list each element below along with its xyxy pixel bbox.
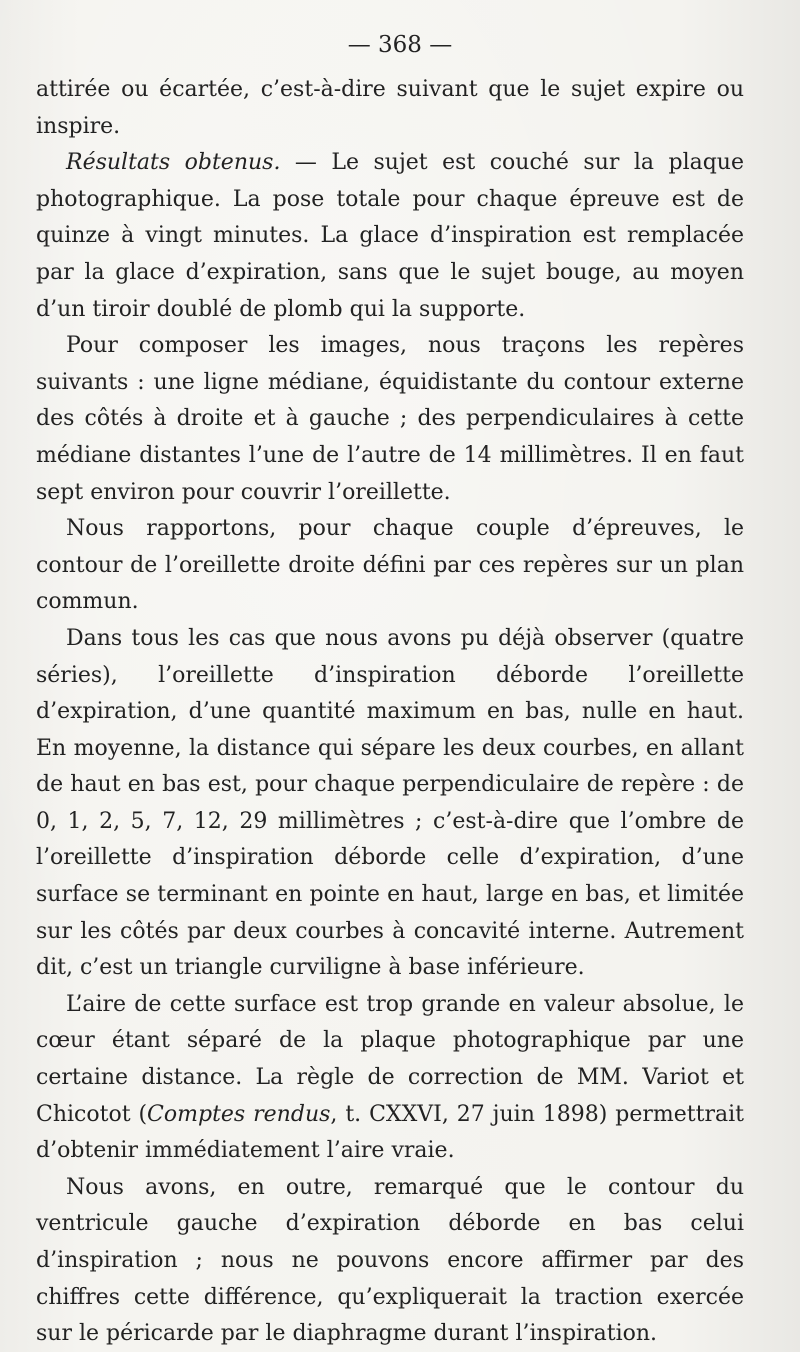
paragraph-2-text: — Le sujet est couché sur la plaque photographique. La pose totale pour chaque épreuve est de quinze à vingt minutes. La glace d’inspiration est remplacée par la glace d’expiration, sans que le sujet bouge, au moyen d’un tiroir doublé de plomb qui la supporte. <box>36 150 744 322</box>
citation-comptes-rendus: Comptes rendus <box>147 1101 331 1127</box>
section-heading-resultats-obtenus: Résultats obtenus. <box>66 150 281 176</box>
paragraph-4-text: Nous rapportons, pour chaque couple d’épreuves, le contour de l’oreillette droite défini par ces repères sur un plan commun. <box>36 516 744 615</box>
paragraph-3-text: Pour composer les images, nous traçons les repères suivants : une ligne médiane, équidistante du contour externe des côtés à droite et à gauche ; des perpendiculaires à cette médiane distantes l’une de l’autre de 14 millimètres. Il en faut sept environ pour couvrir l’oreillette. <box>36 333 744 505</box>
paragraph-3 <box>36 328 744 511</box>
paragraph-2 <box>36 145 744 328</box>
paragraph-5-text: Dans tous les cas que nous avons pu déjà observer (quatre séries), l’oreillette d’inspiration déborde l’oreillette d’expiration, d’une quantité maximum en bas, nulle en haut. En moyenne, la distance qui sépare les deux courbes, en allant de haut en bas est, pour chaque perpendiculaire de repère : de 0, 1, 2, 5, 7, 12, 29 millimètres ; c’est-à-dire que l’ombre de l’oreillette d’inspiration déborde celle d’expiration, d’une surface se terminant en pointe en haut, large en bas, et limitée sur les côtés par deux courbes à concavité interne. Autrement dit, c’est un triangle curviligne à base inférieure. <box>36 625 744 981</box>
body-text <box>36 72 744 1352</box>
paragraph-6-text-a: L’aire de cette surface est trop grande en valeur absolue, le cœur étant séparé de la plaque photographique par une certaine distance. La règle de correction de MM. Variot et Chicotot ( <box>36 991 744 1127</box>
paragraph-4 <box>36 511 744 621</box>
paragraph-6 <box>36 987 744 1170</box>
paragraph-5 <box>36 621 744 987</box>
paragraph-6-text-b: , t. CXXVI, 27 juin 1898) permettrait d’obtenir immédiatement l’aire vraie. <box>36 1101 744 1164</box>
paragraph-7-text: Nous avons, en outre, remarqué que le contour du ventricule gauche d’expiration déborde en bas celui d’inspiration ; nous ne pouvons encore affirmer par des chiffres cette différence, qu’expliquerait la traction exercée sur le péricarde par le diaphragme durant l’inspiration. <box>36 1174 744 1347</box>
paragraph-1-text: attirée ou écartée, c’est-à-dire suivant que le sujet expire ou inspire. <box>36 77 744 139</box>
paragraph-1 <box>36 72 744 145</box>
paragraph-7 <box>36 1170 744 1352</box>
page-number: — 368 — <box>347 32 453 58</box>
